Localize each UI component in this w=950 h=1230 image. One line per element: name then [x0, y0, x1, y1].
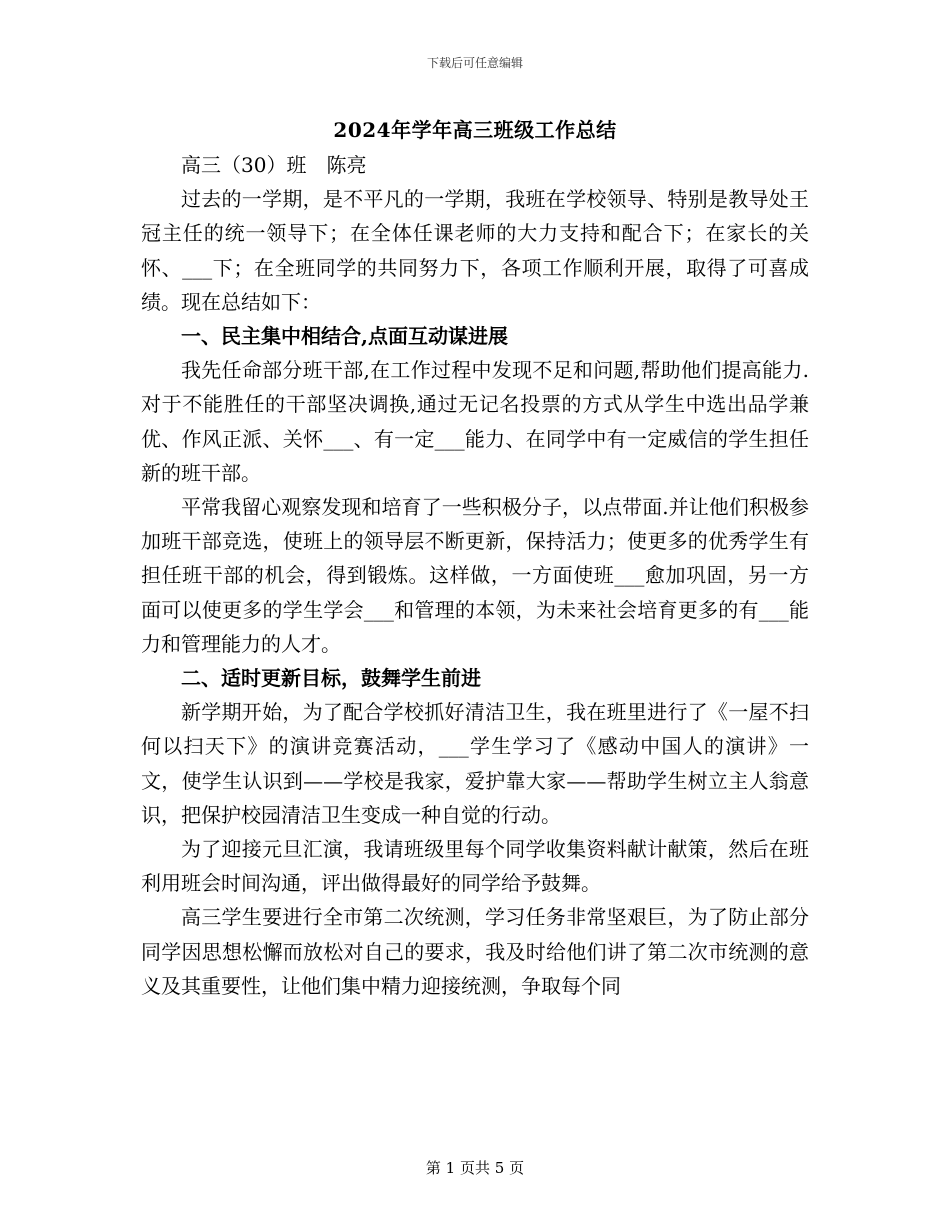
section2-paragraph-1: 新学期开始，为了配合学校抓好清洁卫生，我在班里进行了《一屋不扫何以扫天下》的演讲竞赛活动，___学生学习了《感动中国人的演讲》一文，使学生认识到——学校是我家，爱护靠大家——帮助学生树立主人翁意识，把保护校园清洁卫生变成一种自觉的行动。 [141, 700, 809, 827]
page-number: 第 1 页共 5 页 [425, 1159, 525, 1177]
section2-paragraph-3: 高三学生要进行全市第二次统测，学习任务非常坚艰巨，为了防止部分同学因思想松懈而放松对自己的要求，我及时给他们讲了第二次市统测的意义及其重要性，让他们集中精力迎接统测，争取每个同 [141, 905, 809, 998]
page-header-note: 下载后可任意编辑 [426, 56, 523, 70]
section-heading-1: 一、民主集中相结合,点面互动谋进展 [181, 324, 508, 349]
section-heading-2: 二、适时更新目标，鼓舞学生前进 [181, 666, 481, 691]
byline: 高三（30）班 陈亮 [181, 153, 367, 177]
section2-paragraph-2: 为了迎接元旦汇演，我请班级里每个同学收集资料献计献策，然后在班利用班会时间沟通，评出做得最好的同学给予鼓舞。 [141, 837, 809, 896]
intro-paragraph: 过去的一学期，是不平凡的一学期，我班在学校领导、特别是教导处王冠主任的统一领导下；在全体任课老师的大力支持和配合下；在家长的关怀、___下；在全班同学的共同努力下，各项工作顺利开展，取得了可喜成绩。现在总结如下： [141, 187, 809, 314]
section1-paragraph-2: 平常我留心观察发现和培育了一些积极分子，以点带面.并让他们积极参加班干部竞选，使班上的领导层不断更新，保持活力；使更多的优秀学生有担任班干部的机会，得到锻炼。这样做，一方面使班___愈加巩固，另一方面可以使更多的学生学会___和管理的本领，为未来社会培育更多的有___能力和管理能力的人才。 [141, 495, 809, 656]
section1-paragraph-1: 我先任命部分班干部,在工作过程中发现不足和问题,帮助他们提高能力.对于不能胜任的干部坚决调换,通过无记名投票的方式从学生中选出品学兼优、作风正派、关怀___、有一定___能力、在同学中有一定威信的学生担任新的班干部。 [141, 358, 809, 485]
document-body [141, 148, 809, 1003]
document-title: 2024年学年高三班级工作总结 [333, 118, 617, 142]
